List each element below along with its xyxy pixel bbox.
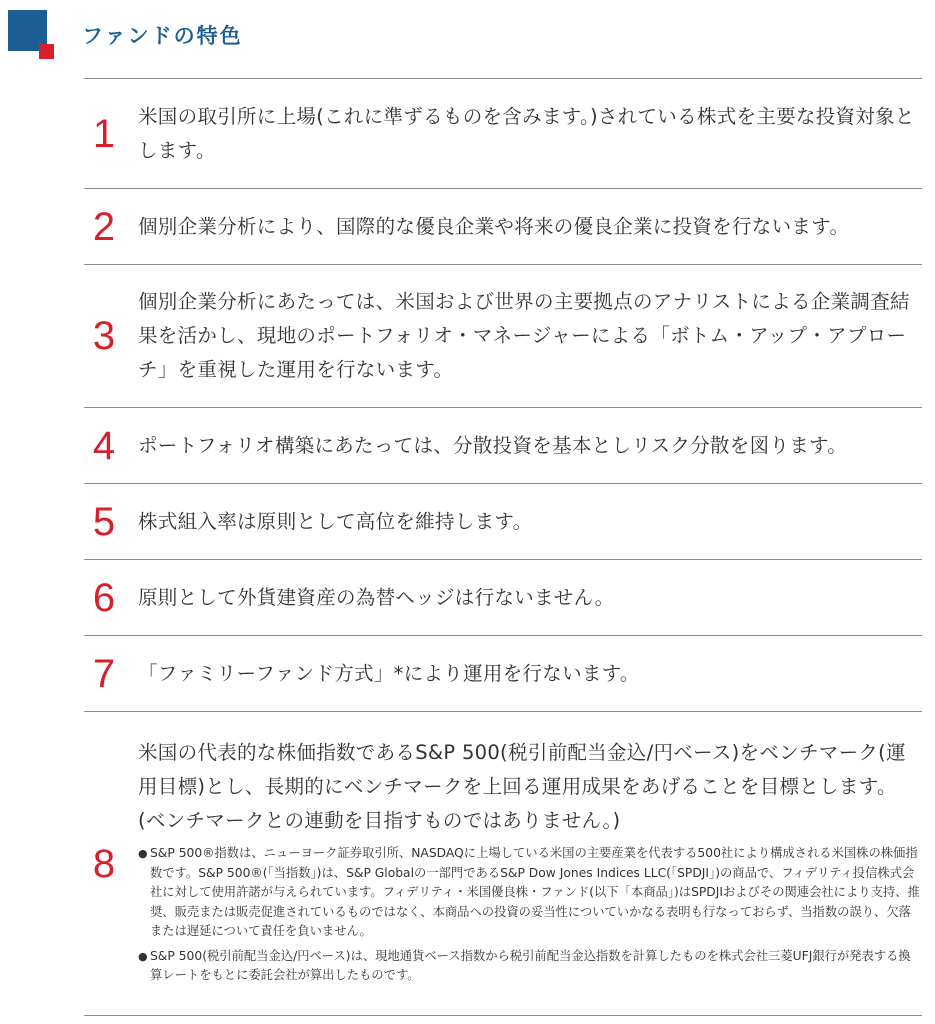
feature-number: 4 <box>92 423 116 468</box>
divider <box>84 1015 922 1016</box>
section-marker-red-square <box>39 44 54 59</box>
feature-number: 6 <box>92 575 116 620</box>
feature-text: 米国の代表的な株価指数であるS&P 500(税引前配当金込/円ベース)をベンチマーク(運用目標)とし、長期的にベンチマークを上回る運用成果をあげることを目標とします。(ベンチマークとの連動を目指すものではありません。) <box>138 741 906 833</box>
feature-text: 株式組入率は原則として高位を維持します。 <box>138 509 533 533</box>
feature-number: 8 <box>92 841 116 886</box>
page-title: ファンドの特色 <box>82 24 243 48</box>
feature-number: 7 <box>92 651 116 696</box>
footnote-sp500-trademark <box>138 844 922 942</box>
footnote-list <box>138 844 922 986</box>
feature-item-2 <box>84 189 922 264</box>
feature-item-3 <box>84 265 922 407</box>
feature-text: 原則として外貨建資産の為替ヘッジは行ないません。 <box>138 585 615 609</box>
feature-text: 米国の取引所に上場(これに準ずるものを含みます。)されている株式を主要な投資対象とします。 <box>138 104 915 162</box>
feature-text: 個別企業分析にあたっては、米国および世界の主要拠点のアナリストによる企業調査結果を活かし、現地のポートフォリオ・マネージャーによる「ボトム・アップ・アプローチ」を重視した運用を行ないます。 <box>138 290 910 381</box>
feature-list <box>84 78 922 1016</box>
feature-number: 2 <box>92 204 116 249</box>
bullet-icon: ● <box>138 949 148 963</box>
footnote-text: S&P 500(税引前配当金込/円ベース)は、現地通貨ベース指数から税引前配当金込指数を計算したものを株式会社三菱UFJ銀行が発表する換算レートをもとに委託会社が算出したものです。 <box>150 948 911 983</box>
feature-text: 個別企業分析により、国際的な優良企業や将来の優良企業に投資を行ないます。 <box>138 214 850 238</box>
feature-item-7 <box>84 636 922 711</box>
feature-text: 「ファミリーファンド方式」*により運用を行ないます。 <box>138 661 640 685</box>
feature-item-4 <box>84 408 922 483</box>
feature-item-6 <box>84 560 922 635</box>
feature-number: 3 <box>92 314 116 358</box>
footnote-sp500-calculation <box>138 947 922 986</box>
section-header <box>0 0 935 70</box>
feature-item-8 <box>84 712 922 1015</box>
footnote-text: S&P 500®指数は、ニューヨーク証券取引所、NASDAQに上場している米国の主要産業を代表する500社により構成される米国株の株価指数です。S&P 500®(「当指数」)は、S&P Globalの一部門であるS&P Dow Jones Indices LLC(「SPDJI」)の商品で、フィデリティ投信株式会社に対して使用許諾が与えられています。フィデリティ・米国優良株・ファンド(以下「本商品」)はSPDJIおよびその関連会社により支持、推奨、販売または販売促進されているものではなく、本商品への投資の妥当性についていかなる表明も行なっておらず、当指数の誤り、欠落または遅延について責任を負いません。 <box>150 846 920 939</box>
feature-item-1 <box>84 79 922 188</box>
feature-text: ポートフォリオ構築にあたっては、分散投資を基本としリスク分散を図ります。 <box>138 433 848 457</box>
feature-number: 1 <box>92 111 116 156</box>
feature-item-5 <box>84 484 922 559</box>
feature-number: 5 <box>92 499 116 544</box>
bullet-icon: ● <box>138 847 148 861</box>
